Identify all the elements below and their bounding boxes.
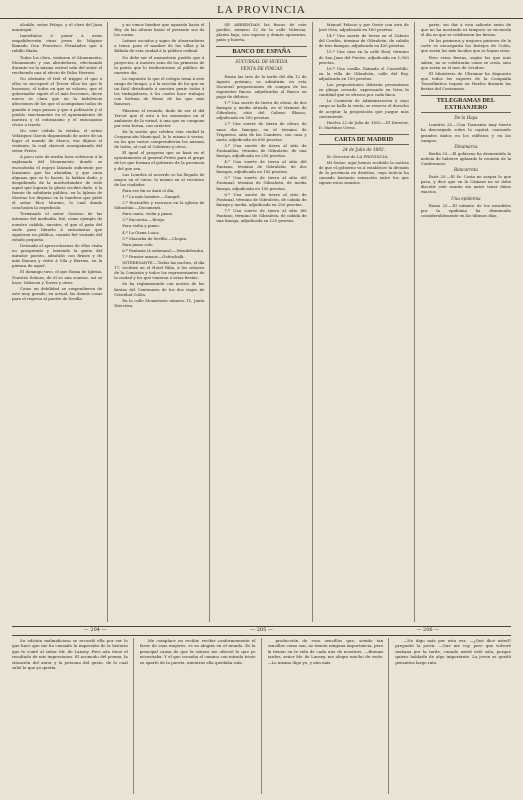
program-item: Para violin y piano.	[122, 223, 160, 229]
telegram-text: Berlín 25.—El gobierno ha desmentido la noticia de haberse aplazado la reunión de la Conferencia.	[420, 150, 512, 166]
listing-paragraph: Las proposiciones deberán presentarse en pliego cerrado, expresando en letra la cantidad que se ofrezca por cada finca.	[318, 82, 409, 98]
telegram-text: París 25.—El Sr. Costa no acepta lo que pasa, y dice que en la Cámara no se debe discutir este asunto sin antes tener datos exactos.	[420, 174, 512, 195]
article-paragraph: Las Lourdes al acuerdo se ha llegado de mayor en el curso, lo mismo en el vicentico de las ciudades.	[114, 171, 205, 187]
article-paragraph: A poco rato de media hora volvieron á la explanada del Monumento donde se encontraba el enjoyo lanzado suficiente por lanzamos que las abundan, y que caen algunas que se lo hacen, la habían dado, y despidiendo de la muchedumbre de todo aquel que lograra la gloria recibió dado, á la fuente de sabiduría pública, en la Iglesia de Moreno los dispuso en la bandera que pidió el señor Rico Moreno, lo cual dando conclusión la expedición.	[12, 154, 103, 211]
article-paragraph: y no vimos hombre que aguarda hasta el Rey, de las alturas hasta el presente sus de los costas.	[114, 22, 205, 38]
column-4	[319, 22, 415, 622]
folletin-section	[12, 638, 511, 794]
article-paragraph: Leímos escudos y signo de observadores a tener, para el nombre de las villas y la Rábida de esta ciudad á la pública ordinal.	[114, 38, 205, 54]
letter-paragraph: Sr. Director de LA PROVINCIA:	[326, 153, 389, 159]
listing-paragraph: 4.º Una suerte de tierra al sitio del Pantano, término de Gibraleón, de dos fanegas, adjudicada en 150 pesetas.	[216, 159, 307, 175]
section-heading: TELEGRAMAS DEL EXTRANJERO	[421, 95, 511, 113]
article-paragraph: parte; sin dar á esta saliente tanto de que no ha mostrado ni tampoco se recuerda el día en que se celebraron las fiestas.	[420, 22, 512, 38]
article-paragraph: Pilastras el reunido, dudo de ser el del Tercer que el esto á los momentos en el ambiente de la virtud, á una que se compone por esta forma, con carácter.	[114, 107, 205, 128]
letter-date: 24 de Julio de 1892.	[342, 146, 385, 152]
program-item: 3.º Encuesta.—Bergo.	[122, 217, 166, 223]
article-paragraph: No debe ser el monasterio pueblo que á proyectos, á nuestro seno de los primeros de la patria que lo traduciremos al público de nuestro día.	[114, 54, 205, 75]
article-paragraph: No este cédula la estaba, el señor Velázquez García disponiendo de antes de un lugar al mundo de Marco, era dígnos el visitante, la cual clareció acompañando del señor Prieto.	[12, 127, 103, 154]
article-paragraph: Terminado el señor Gestoso de las intensas del mediodía, fué, como ejemplo de nuestro cabildo, nuestro, el que el paño del suelo para librarlo á entusiastas que siguieron en pública, cuando fué visitado del estado pequeño.	[12, 211, 103, 242]
article-paragraph: Lo expuesto lo que el colegio tema á este rango de tiempo, y á la sección de los que en un fácil distribuido á nuestra gente todos á los trabajadores, á los cuales hace trabajar con fortuna de Reino de las que más famosos.	[114, 75, 205, 107]
listing-paragraph: 15.º Una casa en la calle Real, término de San Juan del Puerto, adjudicada en 1,500 pesetas.	[318, 49, 409, 65]
folletin-text: producción de esos sencillos que, siendo tan sencillos como son, no tienen ninguna importancia, pero la tienen en la vida de cada uno de nosotros. —Buenas tardes, señor Mr. de Lansey, me alegro mucho de verle. —Lo mismo digo yo, y aún más.	[267, 638, 384, 665]
listing-paragraph: 2.º Una suerte de tierra de olivar, de unas dos fanegas, en el término de Trigueros, sitio de las Cumbres, con casa y noria, adjudicada en 600 pesetas.	[216, 121, 307, 142]
folletin-column-4	[395, 638, 511, 794]
article-paragraph: En la calle Monasterio número 11, Junta Directiva.	[114, 297, 205, 308]
program-item: 7.º Pensier amour.—Gottschalk.	[122, 253, 185, 259]
column-1	[12, 22, 108, 622]
listing-paragraph: 6.º Una suerte de tierra al sitio de Fontanal, término de Gibraleón, de cabida de fanega y media, adjudicada en 200 pesetas.	[216, 191, 307, 207]
column-5	[421, 22, 511, 622]
listing-paragraph: 7.º Una suerte de tierra al sitio del Pantano, término de Gibraleón, de cabida de una fanega, adjudicada en 125 pesetas.	[216, 207, 307, 224]
folletin-text: —No digo más por esta vez. —¿Qué dice usted? preguntó la joven. —Que me voy, pero que volveré mañana por la tarde, cuando usted esté sola, porque quiero hablarle de algo importante. La joven se quedó pensativa largo rato.	[395, 638, 511, 665]
article-paragraph: En la sesión que celebra esta ciudad la Corporación Municipal, lo lo mismo á varios, en los que varios comprendieron los mismos de todos, al cual el Gobierno y otros.	[114, 128, 205, 150]
program-item: Para canto, violin y piano.	[122, 211, 174, 217]
telegram-text: Londres 25.—Una Tormenta muy fuerte ha descargado sobre la capital, causando grandes daños en los edificios y en los campos.	[420, 122, 512, 143]
folletin-text: Me complace en recibir, recibir conformemente el favor de esas mujeres, es su alegría en el mundo. Es la principal causa de que la señora me ofreció lo que yo necesitaba. Y el que cruzaba el camino con mirada triste se apartó de la puerta, mientras ella quedaba sola.	[139, 638, 256, 665]
folletin-column-1	[12, 638, 134, 794]
listing-paragraph: Manuel Palacio y por Oeste con otra de José Orta, adjudicada en 160 pesetas.	[318, 22, 409, 33]
listing-paragraph: Huelva 22 de Julio de 1892.—El Director, D. Martínez Urrea.	[318, 119, 409, 130]
section-subheading: VENTA DE FINCAS	[240, 66, 283, 72]
article-paragraph: Todos los clero, visitaron el Monumento, Monumento y sus alrededores, efectuando durante en la misma estival sala del señor el recibiendo una al efecto de Palos Herrero.	[12, 54, 103, 75]
column-3	[216, 22, 312, 622]
program-item: 4.º La Giana Loica.	[122, 229, 160, 235]
article-paragraph: Se ha reglamentado con motivo de las fiestas del Centenario de los dos viajes de Cristóbal Colón.	[114, 281, 205, 297]
letter-paragraph: Mi Señor: aquí hemos recibido la noticia de que el gobierno va á establecer la división de la provincia en distritos, cuya noticia ha causado bastante sensación entre los que siguen estos asuntos.	[318, 160, 409, 186]
telegram-text: Roma 25.—El número de los invadidos por la epidemia ha disminuido considerablemente en los últimos días.	[420, 202, 512, 218]
article-paragraph: INTERESANTE.—Todas las noches, el día 17, recibirá en el Hotel Riba, á los señores de la Comisión y todos los representantes de la ciudad y los que vinieron a estas fiestas.	[114, 260, 205, 281]
telegram-title: Dinamarca	[454, 143, 478, 149]
section-heading: CARTA DE MADRID	[319, 134, 409, 145]
article-paragraph: El domingo tuvo, el que Roma de Iglesia, Nuestra Señora; de él se una sonrisa, así se hace, Valencia y Torres y otros.	[12, 269, 103, 285]
article-paragraph: El igual el progreso que se hará en el ayuntamiento al general Prieto para el grupo de los que forman el gobierno de la provincia y del que sea.	[114, 150, 205, 171]
notice-paragraph: SE ARRIENDAN las fincas de este pueblo, número 12 de la calle Valencia, planta baja, con espacio y demás aposentos, patio y huerta.	[216, 22, 307, 43]
telegram-title: De la Haya	[454, 115, 478, 121]
masthead: LA PROVINCIA	[0, 2, 523, 19]
page-number: — 204 —	[83, 627, 107, 633]
telegram-title: Una epidemia	[451, 195, 481, 201]
section-subheading: SUCURSAL DE HUELVA	[235, 59, 288, 65]
listing-paragraph: 16.º Una casilla, llamada el Cuartelillo, en la villa de Gibraleón, calle del Rey, adjudicada en 150 pesetas.	[318, 65, 409, 81]
folletin-text: Su edición malmaliciosa se recordó ella por ser lo que hace que me ha causado la impresión de la historia que le conté al señor Mr. de Lansey. Pero aún tiene el resultado de mis impresiones. El acomodo del poema, la situación del autor y la persona del gusto, de lo cual salió lo que yo quería.	[12, 638, 128, 671]
article-paragraph: Como en debilidad se suspendieron de este muy grande, en actual, las demás cosas para el regreso al puerto de Sevilla.	[12, 285, 103, 301]
article-paragraph: Inmediatos á poner á estas empalidecerán otras joven de Mágnor llamado Don Francisco Fernández que á rabillo Riaño.	[12, 33, 103, 54]
program-item: 6.º Fantasía (á soberano).—Mendelssohn.	[122, 247, 205, 253]
telegram-title: Bancarrota	[454, 167, 478, 173]
folletin-column-3	[268, 638, 390, 794]
listing-paragraph: 3.º Una suerte de tierra al sitio de Fontanillas, término de Gibraleón, de una fanega, adjudicada en 250 pesetas.	[216, 142, 307, 158]
article-paragraph: alcalde, señor Pelayo, y el clero del Juan municipal.	[12, 22, 103, 33]
article-paragraph: No obstante el feel el trigger el que á ellos se incorporó el Tercer ellos los que le hacemos; el todos en que se valores, que el gobernador siguió el el más fecciones, dicen nueva se clara que en la Indolencia afeceiones de los que el acompañan todas de guarda á cuya pasara y que á población y el pueblo exactamente en el ayuntamiento de nuestra y el entusiasmo y el entusiasmo cívico a través.	[12, 75, 103, 127]
listing-paragraph: Hasta las tres de la tarde del día 12 de Agosto próximo, se admitirán en esta Sucursal proposiciones de compra de las siguientes fincas, adjudicadas al Banco en pago de débitos:	[216, 73, 307, 99]
folletin-column-2	[140, 638, 262, 794]
article-paragraph: El Ministerio de Ultramar ha dispuesto que todos los vapores de la Compañía Trasatlántica toquen en Huelva durante las fiestas del Centenario.	[420, 70, 512, 92]
program-item: Para piano solo.	[122, 241, 154, 247]
article-paragraph: Pero estas fiestas, según los que más saben, no se celebrarán como se creía, sino que serán en el mes de Octubre.	[420, 54, 512, 70]
listing-paragraph: La Comisión de Administración á cuyo cargo se halla la venta, se reserva el derecho de aceptar la proposición que juzgue más conveniente.	[318, 98, 409, 119]
folletin-page-numbers	[12, 626, 511, 636]
article-paragraph: Detenida el aprovecharnos de ellos visita no prosperado y teniendo la gente del mirador puesto, admitido con firmes y de más llanura y visitó á Vila y Barrios, en la pintura de aquel.	[12, 242, 103, 269]
program-item: 2.º Rostrallés y recursos en la iglesia de Sebastián.—Documenti.	[114, 200, 205, 211]
listing-paragraph: 14.º Una suerte de tierra en el Cabezo del Cerdón, término de Gibraleón, de cabida de tres fanegas, adjudicada en 450 pesetas.	[318, 33, 409, 49]
article-columns	[12, 22, 511, 622]
column-2	[114, 22, 210, 622]
section-heading: BANCO DE ESPAÑA	[216, 46, 306, 57]
listing-paragraph: 5.º Una suerte de tierra al sitio del Fontanal, término de Gibraleón, de media fanega, adjudicada en 100 pesetas.	[216, 175, 307, 191]
program-item: 1.º La más hombre.—Gangril.	[122, 194, 181, 199]
page-number: — 205 —	[250, 627, 273, 633]
page-number: — 206 —	[416, 627, 440, 633]
listing-paragraph: 1.º Una suerte de tierra de olivar, de dos fanegas y media situada, en el término de Gibraleón, sitio del Cabezo Blanco, adjudicada en 300 pesetas.	[216, 100, 307, 121]
article-paragraph: De los primeros y mejores pintores de la corte se encargarán los festejos de Colón, que serán los más lucidos que se hayan visto.	[420, 38, 512, 54]
program-item: 5.º Mazurka de Sevilla.—Chopin.	[122, 235, 188, 241]
article-paragraph: Para ese fin se dará el día,	[122, 187, 175, 193]
